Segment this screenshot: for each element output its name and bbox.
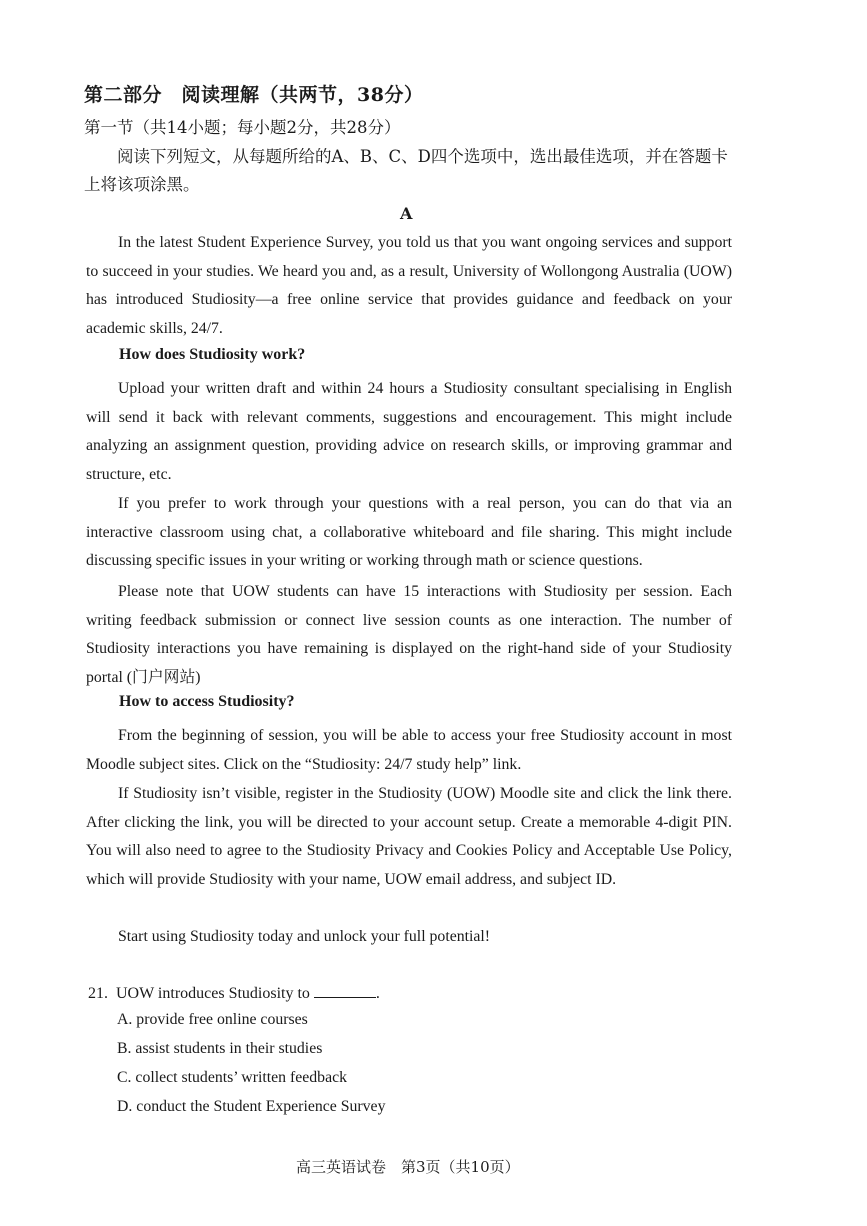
question-21: 21. UOW introduces Studiosity to . bbox=[88, 985, 380, 1002]
question-stem: UOW introduces Studiosity to bbox=[116, 985, 310, 1002]
paragraph-6: If Studiosity isn’t visible, register in the Studiosity (UOW) Moodle site and click the link there. After clicking the link, you will be directed to your account setup. Create a memorable 4-digit PIN. You will also need to agree to the Studiosity Privacy and Cookies Policy and Acceptable Use Policy, which will provide Studiosity with your name, UOW email address, and subject ID. bbox=[86, 785, 732, 888]
option-a: A. provide free online courses bbox=[117, 1011, 308, 1028]
instructions bbox=[84, 143, 734, 199]
paragraph-4: Please note that UOW students can have 15 interactions with Studiosity per session. Each writing feedback submission or connect live session counts as one interaction. The number of Studiosity interactions you have remaining is displayed on the right-hand side of your Studiosity portal (门户网站) bbox=[86, 583, 732, 686]
paragraph-1: In the latest Student Experience Survey, you told us that you want ongoing services and support to succeed in your studies. We heard you and, as a result, University of Wollongong Australia (UOW) has introduced Studiosity—a free online service that provides guidance and feedback on your academic skills, 24/7. bbox=[86, 234, 732, 337]
instructions-text: 阅读下列短文，从每题所给的A、B、C、D四个选项中，选出最佳选项，并在答题卡上将该项涂黑。 bbox=[84, 147, 728, 194]
passage-label: A bbox=[400, 204, 413, 223]
paragraph-3: If you prefer to work through your questions with a real person, you can do that via an interactive classroom using chat, a collaborative whiteboard and file sharing. This might include discussing specific issues in your writing or working through math or science questions. bbox=[86, 495, 732, 570]
paragraph-7: Start using Studiosity today and unlock your full potential! bbox=[118, 928, 491, 945]
part-title: 第二部分 阅读理解（共两节，38分） bbox=[84, 84, 424, 106]
paragraph-5: From the beginning of session, you will be able to access your free Studiosity account in most Moodle subject sites. Click on the “Studiosity: 24/7 study help” link. bbox=[86, 727, 732, 773]
paragraph-2: Upload your written draft and within 24 hours a Studiosity consultant specialising in English will send it back with relevant comments, suggestions and encouragement. This might include analyzing an assignment question, providing advice on research skills, or improving grammar and structure, etc. bbox=[86, 380, 732, 483]
option-c: C. collect students’ written feedback bbox=[117, 1069, 347, 1086]
page-footer: 高三英语试卷 第3页（共10页） bbox=[296, 1158, 520, 1176]
subheading-how-access: How to access Studiosity? bbox=[119, 693, 295, 710]
section-title: 第一节（共14小题；每小题2分，共28分） bbox=[84, 118, 401, 137]
subheading-how-work: How does Studiosity work? bbox=[119, 346, 306, 363]
option-d: D. conduct the Student Experience Survey bbox=[117, 1098, 386, 1115]
question-number: 21. bbox=[88, 985, 108, 1002]
answer-blank bbox=[314, 983, 376, 998]
option-b: B. assist students in their studies bbox=[117, 1040, 323, 1057]
